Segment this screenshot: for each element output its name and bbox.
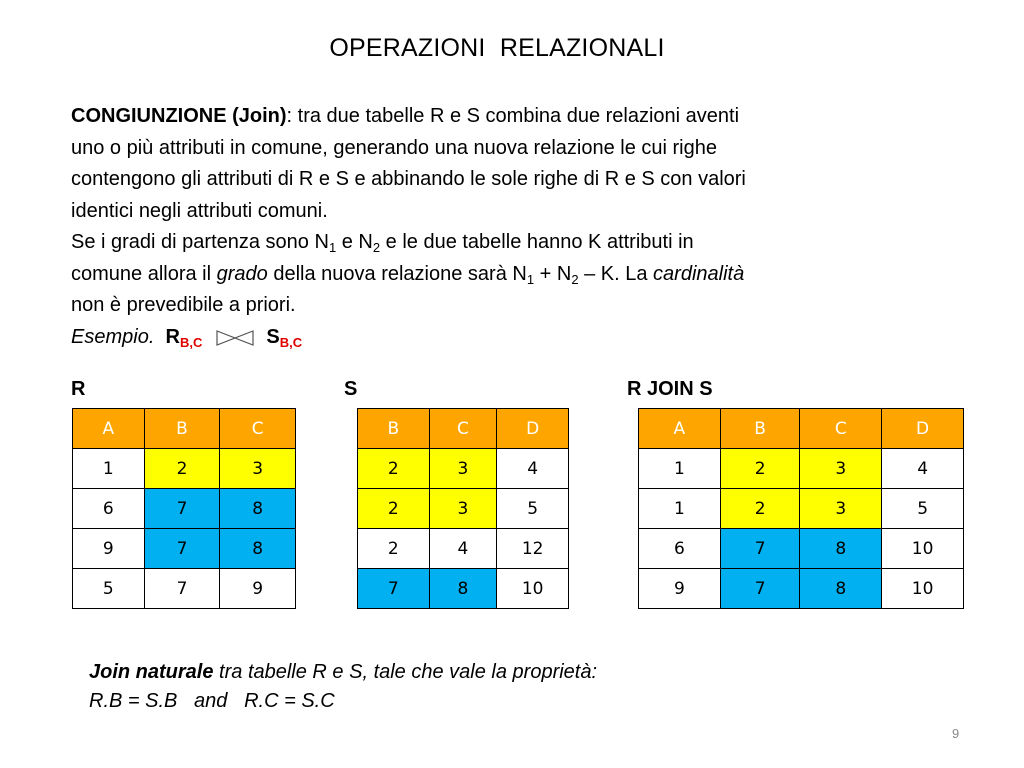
table-s xyxy=(357,408,569,609)
natural-join-note xyxy=(89,658,597,716)
table-cell: 5 xyxy=(882,489,964,529)
example-label: Esempio. xyxy=(71,325,155,348)
table-row xyxy=(358,449,569,489)
bowtie-join-icon xyxy=(216,325,254,357)
table-cell: 8 xyxy=(220,489,296,529)
table-cell: 3 xyxy=(220,449,296,489)
table-cell: 5 xyxy=(497,489,569,529)
natural-join-line-2: R.B = S.B and R.C = S.C xyxy=(89,690,335,712)
table-row xyxy=(73,489,296,529)
table-cell: 6 xyxy=(73,489,145,529)
table-row xyxy=(358,489,569,529)
header-cell: B xyxy=(144,409,220,449)
table-cell: 4 xyxy=(497,449,569,489)
slide-title: OPERAZIONI RELAZIONALI xyxy=(329,34,665,62)
table-row xyxy=(639,489,964,529)
table-cell: 2 xyxy=(358,449,430,489)
example-left-relation: R xyxy=(165,325,180,348)
table-cell: 2 xyxy=(358,489,430,529)
definition-line-4: identici negli attributi comuni. xyxy=(71,199,328,222)
table-cell: 10 xyxy=(497,569,569,609)
table-cell: 10 xyxy=(882,529,964,569)
natural-join-line-1: Join naturale tra tabelle R e S, tale che vale la proprietà: xyxy=(89,661,598,683)
table-cell: 7 xyxy=(144,489,220,529)
table-header-row xyxy=(639,409,964,449)
table-row xyxy=(639,569,964,609)
table-row xyxy=(358,569,569,609)
header-cell: B xyxy=(358,409,430,449)
table-cell: 3 xyxy=(429,449,497,489)
table-cell: 7 xyxy=(358,569,430,609)
example-left-subscript: B,C xyxy=(179,334,203,350)
table-cell: 1 xyxy=(639,489,721,529)
table-row xyxy=(639,449,964,489)
header-cell: C xyxy=(800,409,882,449)
degree-line-2: comune allora il grado della nuova relazione sarà $N_1 + N_2 - K$. La cardinalità xyxy=(71,262,745,287)
table-cell: 9 xyxy=(73,529,145,569)
table-cell: 6 xyxy=(639,529,721,569)
table-cell: 1 xyxy=(73,449,145,489)
table-row xyxy=(73,529,296,569)
header-cell: D xyxy=(497,409,569,449)
join-term: CONGIUNZIONE (Join) xyxy=(71,105,287,127)
table-cell: 7 xyxy=(720,569,800,609)
table-cell: 2 xyxy=(358,529,430,569)
example-right-relation: S xyxy=(266,325,280,348)
degree-line-1: Se i gradi di partenza sono $N_1$ e $N_2$ e le due tabelle hanno K attributi in xyxy=(71,231,694,255)
table-cell: 3 xyxy=(429,489,497,529)
table-cell: 1 xyxy=(639,449,721,489)
table-cell: 10 xyxy=(882,569,964,609)
definition-line-3: contengono gli attributi di R e S e abbinando le sole righe di R e S con valori xyxy=(71,168,746,190)
example-line xyxy=(71,322,971,357)
table-r-join-s xyxy=(638,408,964,609)
header-cell: C xyxy=(220,409,296,449)
table-cell: 5 xyxy=(73,569,145,609)
table-cell: 8 xyxy=(800,569,882,609)
table-cell: 9 xyxy=(220,569,296,609)
table-cell: 2 xyxy=(720,449,800,489)
table-cell: 4 xyxy=(882,449,964,489)
table-cell: 9 xyxy=(639,569,721,609)
table-row xyxy=(358,529,569,569)
table-row xyxy=(73,449,296,489)
table-cell: 2 xyxy=(144,449,220,489)
table-cell: 7 xyxy=(720,529,800,569)
definition-text xyxy=(71,101,971,356)
table-cell: 8 xyxy=(429,569,497,609)
table-cell: 8 xyxy=(220,529,296,569)
table-cell: 7 xyxy=(144,529,220,569)
table-row xyxy=(639,529,964,569)
table-rs-label: R JOIN S xyxy=(627,378,713,400)
example-right-subscript: B,C xyxy=(279,334,303,350)
table-header-row xyxy=(358,409,569,449)
table-s-label: S xyxy=(344,378,358,400)
page-number: 9 xyxy=(952,726,960,741)
definition-line-2: uno o più attributi in comune, generando una nuova relazione le cui righe xyxy=(71,136,717,159)
table-cell: 2 xyxy=(720,489,800,529)
degree-line-3: non è prevedibile a priori. xyxy=(71,294,296,316)
table-cell: 8 xyxy=(800,529,882,569)
header-cell: A xyxy=(73,409,145,449)
definition-line-1: CONGIUNZIONE (Join): tra due tabelle R e S combina due relazioni aventi xyxy=(71,105,740,127)
table-cell: 7 xyxy=(144,569,220,609)
table-header-row xyxy=(73,409,296,449)
table-r-label: R xyxy=(71,378,86,400)
header-cell: A xyxy=(639,409,721,449)
table-cell: 12 xyxy=(497,529,569,569)
header-cell: D xyxy=(882,409,964,449)
header-cell: B xyxy=(720,409,800,449)
table-cell: 3 xyxy=(800,489,882,529)
table-row xyxy=(73,569,296,609)
header-cell: C xyxy=(429,409,497,449)
table-cell: 4 xyxy=(429,529,497,569)
table-cell: 3 xyxy=(800,449,882,489)
table-r xyxy=(72,408,296,609)
